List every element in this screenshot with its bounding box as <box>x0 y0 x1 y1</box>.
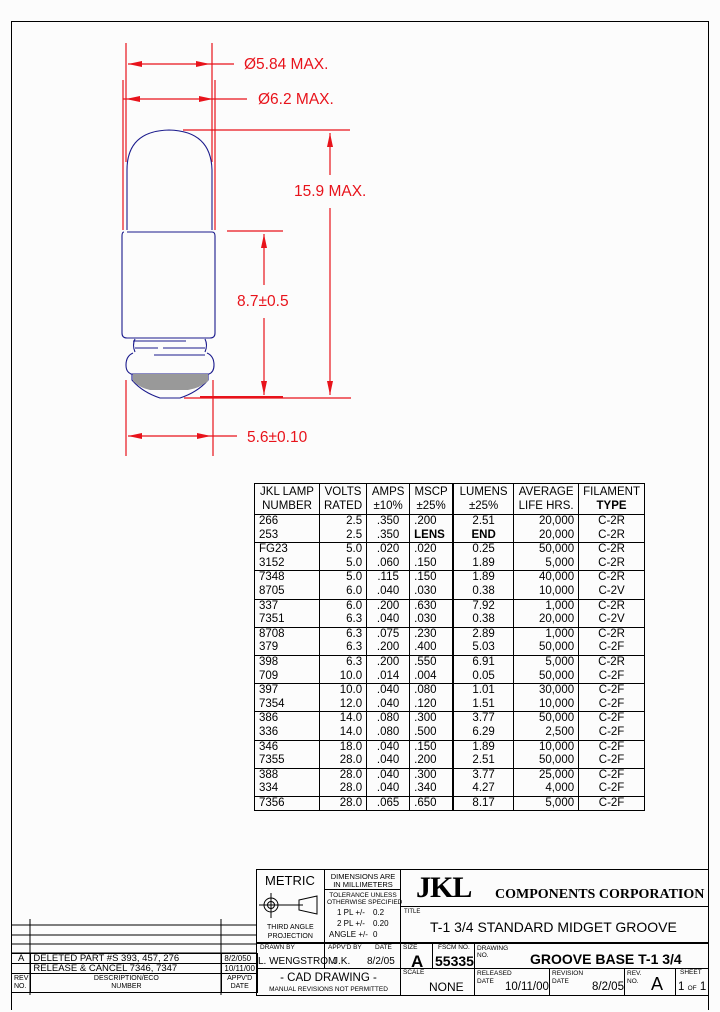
cell-amps: .060 <box>367 557 410 571</box>
cell-lumens: 7.92 <box>453 599 514 613</box>
fscm-value: 55335 <box>435 953 474 969</box>
cell-filament-type: C-2V <box>579 613 645 627</box>
revision-date: 10/11/00 <box>222 964 258 974</box>
cell-mscp: .200 <box>410 754 454 768</box>
cell-lumens: 1.51 <box>453 698 514 712</box>
cell-volts: 10.0 <box>320 670 367 684</box>
cell-mscp: .400 <box>410 641 454 655</box>
cell-life-hours: 10,000 <box>514 740 579 754</box>
dimensions-note-box <box>324 869 401 890</box>
cell-lumens: 5.03 <box>453 641 514 655</box>
released-box <box>474 968 550 996</box>
cell-volts: 5.0 <box>320 571 367 585</box>
cell-lamp-number: 7354 <box>255 698 320 712</box>
manual-revisions-note: MANUAL REVISIONS NOT PERMITTED <box>269 986 388 993</box>
size-box <box>400 942 433 969</box>
cell-amps: .350 <box>367 529 410 543</box>
revision-letter <box>12 964 31 974</box>
cell-mscp: .300 <box>410 712 454 726</box>
cell-volts: 12.0 <box>320 698 367 712</box>
drawn-by-box <box>256 942 337 969</box>
dim-overall-length: 15.9 MAX. <box>294 183 367 200</box>
cell-mscp: .340 <box>410 782 454 796</box>
metric-label: METRIC <box>265 873 315 888</box>
cell-lamp-number: 397 <box>255 684 320 698</box>
cell-life-hours: 50,000 <box>514 543 579 557</box>
tolerance-2pl-label: 2 PL +/- <box>337 919 365 928</box>
revision-date-label: REVISION DATE <box>552 970 584 985</box>
cell-volts: 2.5 <box>320 515 367 529</box>
col-life-hours: AVERAGE LIFE HRS. <box>514 484 579 515</box>
col-volts: VOLTS RATED <box>320 484 367 515</box>
drawing-number: GROOVE BASE T-1 3/4 <box>530 951 682 967</box>
cell-volts: 10.0 <box>320 684 367 698</box>
cell-volts: 28.0 <box>320 754 367 768</box>
cell-volts: 6.3 <box>320 613 367 627</box>
date-header: APPV'D <box>227 975 253 982</box>
cell-amps: .040 <box>367 684 410 698</box>
revision-table <box>11 953 258 993</box>
cell-filament-type: C-2R <box>579 655 645 669</box>
cell-volts: 28.0 <box>320 796 367 811</box>
tolerance-1pl-value: 0.2 <box>373 908 385 917</box>
cell-life-hours: 50,000 <box>514 754 579 768</box>
drawing-number-box <box>474 942 709 969</box>
cell-volts: 18.0 <box>320 740 367 754</box>
cell-life-hours: 10,000 <box>514 585 579 599</box>
date-label: DATE <box>375 944 392 951</box>
cell-amps: .080 <box>367 712 410 726</box>
cell-mscp: .150 <box>410 557 454 571</box>
cell-lamp-number: 334 <box>255 782 320 796</box>
cell-mscp: .550 <box>410 655 454 669</box>
cell-volts: 14.0 <box>320 726 367 740</box>
cell-lamp-number: 8705 <box>255 585 320 599</box>
cell-mscp: .080 <box>410 684 454 698</box>
tolerance-2pl-value: 0.20 <box>373 919 389 928</box>
cell-filament-type: C-2F <box>579 670 645 684</box>
approved-date: 8/2/05 <box>367 956 395 967</box>
cell-mscp: .300 <box>410 768 454 782</box>
cell-life-hours: 50,000 <box>514 641 579 655</box>
cell-filament-type: C-2R <box>579 543 645 557</box>
col-mscp: MSCP ±25% <box>410 484 454 515</box>
cell-volts: 5.0 <box>320 557 367 571</box>
cell-lumens: 0.05 <box>453 670 514 684</box>
cell-amps: .020 <box>367 543 410 557</box>
cell-lumens: 2.51 <box>453 754 514 768</box>
drawn-by: L. WENGSTROM <box>258 956 337 967</box>
size-value: A <box>411 952 424 971</box>
cell-volts: 6.0 <box>320 585 367 599</box>
cell-life-hours: 20,000 <box>514 613 579 627</box>
cell-mscp: .150 <box>410 571 454 585</box>
cell-lamp-number: 386 <box>255 712 320 726</box>
cell-mscp: .630 <box>410 599 454 613</box>
cell-mscp: .030 <box>410 585 454 599</box>
sheet-label: SHEET <box>680 969 702 976</box>
cell-lumens: 8.17 <box>453 796 514 811</box>
cell-amps: .075 <box>367 627 410 641</box>
released-label: RELEASED DATE <box>477 970 512 985</box>
description-header: DESCRIPTION/ECO <box>93 975 159 982</box>
cell-lamp-number: 388 <box>255 768 320 782</box>
cell-mscp: .230 <box>410 627 454 641</box>
cell-filament-type: C-2R <box>579 599 645 613</box>
cell-life-hours: 25,000 <box>514 768 579 782</box>
cell-filament-type: C-2F <box>579 712 645 726</box>
size-label: SIZE <box>403 944 418 951</box>
cell-life-hours: 5,000 <box>514 655 579 669</box>
title-label: TITLE <box>404 909 421 915</box>
cell-mscp: .200 <box>410 515 454 529</box>
tolerance-angle-label: ANGLE +/- <box>329 930 368 939</box>
tolerance-1pl-label: 1 PL +/- <box>337 908 365 917</box>
cell-lumens: 4.27 <box>453 782 514 796</box>
col-lamp-number: JKL LAMP NUMBER <box>255 484 320 515</box>
cell-lumens: 1.01 <box>453 684 514 698</box>
cell-lamp-number: 7351 <box>255 613 320 627</box>
revision-date-box <box>549 968 625 996</box>
cell-amps: .040 <box>367 613 410 627</box>
cell-lamp-number: 336 <box>255 726 320 740</box>
cell-filament-type: C-2R <box>579 557 645 571</box>
fscm-label: FSCM NO. <box>438 944 470 951</box>
dim-flange-diameter: Ø6.2 MAX. <box>258 91 334 108</box>
cell-filament-type: C-2F <box>579 726 645 740</box>
cell-life-hours: 20,000 <box>514 515 579 529</box>
drawing-number-label: DRAWING NO. <box>477 945 509 959</box>
cell-volts: 14.0 <box>320 712 367 726</box>
cell-filament-type: C-2F <box>579 782 645 796</box>
col-amps: AMPS ±10% <box>367 484 410 515</box>
cell-lumens: 2.89 <box>453 627 514 641</box>
projection-label: THIRD ANGLE PROJECTION <box>267 924 314 940</box>
drawn-by-label: DRAWN BY <box>260 944 295 951</box>
cell-mscp: LENS <box>410 529 454 543</box>
cell-lamp-number: 379 <box>255 641 320 655</box>
cell-filament-type: C-2R <box>579 627 645 641</box>
cell-amps: .200 <box>367 599 410 613</box>
revision-description: DELETED PART #S 393, 457, 276 <box>31 954 222 964</box>
col-filament: FILAMENT TYPE <box>579 484 645 515</box>
cell-amps: .080 <box>367 726 410 740</box>
date-header-date: DATE <box>230 983 249 990</box>
cell-filament-type: C-2F <box>579 684 645 698</box>
title-box <box>400 906 709 943</box>
cell-lumens: END <box>453 529 514 543</box>
rev-header-no: NO. <box>14 983 27 990</box>
approved-box <box>324 942 401 969</box>
fscm-box <box>432 942 475 969</box>
cell-amps: .040 <box>367 782 410 796</box>
cell-lamp-number: 8708 <box>255 627 320 641</box>
cell-filament-type: C-2F <box>579 698 645 712</box>
tolerance-angle-value: 0 <box>373 930 378 939</box>
rev-no-box <box>624 968 676 996</box>
cell-volts: 2.5 <box>320 529 367 543</box>
cell-lamp-number: 398 <box>255 655 320 669</box>
cad-note-box <box>256 968 401 996</box>
scale-box <box>400 968 475 996</box>
dim-base-length: 8.7±0.5 <box>237 293 289 310</box>
revision-row <box>12 964 258 974</box>
cell-filament-type: C-2R <box>579 571 645 585</box>
cell-filament-type: C-2R <box>579 515 645 529</box>
cell-lumens: 3.77 <box>453 712 514 726</box>
cell-volts: 28.0 <box>320 768 367 782</box>
cell-life-hours: 5,000 <box>514 557 579 571</box>
cell-lumens: 2.51 <box>453 515 514 529</box>
revision-row <box>12 954 258 964</box>
cell-lamp-number: 7348 <box>255 571 320 585</box>
cell-filament-type: C-2F <box>579 796 645 811</box>
cell-lamp-number: 266 <box>255 515 320 529</box>
scale-value: NONE <box>429 980 464 994</box>
scale-label: SCALE <box>403 969 425 976</box>
drawing-title: T-1 3/4 STANDARD MIDGET GROOVE <box>430 919 677 935</box>
cell-lamp-number: 709 <box>255 670 320 684</box>
released-date: 10/11/00 <box>505 981 549 993</box>
cell-life-hours: 5,000 <box>514 796 579 811</box>
cell-life-hours: 1,000 <box>514 599 579 613</box>
cell-mscp: .120 <box>410 698 454 712</box>
rev-no-value: A <box>651 974 664 994</box>
rev-header: REV <box>14 975 29 982</box>
company-box <box>400 869 709 907</box>
tolerance-box <box>324 889 401 943</box>
description-header-number: NUMBER <box>111 983 142 990</box>
cell-amps: .040 <box>367 585 410 599</box>
cell-life-hours: 50,000 <box>514 712 579 726</box>
dimensions-note: DIMENSIONS ARE IN MILLIMETERS <box>330 872 396 889</box>
cell-life-hours: 20,000 <box>514 529 579 543</box>
cell-life-hours: 40,000 <box>514 571 579 585</box>
cell-lumens: 6.29 <box>453 726 514 740</box>
cell-filament-type: C-2V <box>579 585 645 599</box>
cell-lamp-number: 7355 <box>255 754 320 768</box>
approved-by: J.K. <box>333 956 351 967</box>
cell-life-hours: 1,000 <box>514 627 579 641</box>
cell-lumens: 0.25 <box>453 543 514 557</box>
cell-volts: 6.0 <box>320 599 367 613</box>
cell-lumens: 6.91 <box>453 655 514 669</box>
third-angle-projection-icon <box>259 892 323 920</box>
cell-lamp-number: 3152 <box>255 557 320 571</box>
revision-description: RELEASE & CANCEL 7346, 7347 <box>31 964 222 974</box>
cell-amps: .040 <box>367 768 410 782</box>
cell-mscp: .020 <box>410 543 454 557</box>
revision-letter: A <box>12 954 31 964</box>
revision-date: 8/2/05 <box>592 981 624 993</box>
cell-lamp-number: FG23 <box>255 543 320 557</box>
cell-mscp: .150 <box>410 740 454 754</box>
cell-lumens: 0.38 <box>453 613 514 627</box>
cell-lamp-number: 7356 <box>255 796 320 811</box>
cell-amps: .350 <box>367 515 410 529</box>
cell-volts: 28.0 <box>320 782 367 796</box>
cell-lumens: 1.89 <box>453 740 514 754</box>
cell-lumens: 3.77 <box>453 768 514 782</box>
cell-lumens: 1.89 <box>453 557 514 571</box>
cell-life-hours: 50,000 <box>514 670 579 684</box>
cell-filament-type: C-2R <box>579 529 645 543</box>
cell-life-hours: 2,500 <box>514 726 579 740</box>
cell-volts: 6.3 <box>320 641 367 655</box>
sheet-value: 1 OF 1 <box>678 981 707 993</box>
cell-lamp-number: 346 <box>255 740 320 754</box>
cell-mscp: .004 <box>410 670 454 684</box>
cell-amps: .200 <box>367 655 410 669</box>
revision-header-row <box>12 974 258 993</box>
sheet-box <box>675 968 709 996</box>
cell-mscp: .650 <box>410 796 454 811</box>
cell-amps: .115 <box>367 571 410 585</box>
col-lumens: LUMENS ±25% <box>453 484 514 515</box>
cell-mscp: .500 <box>410 726 454 740</box>
cell-volts: 6.3 <box>320 655 367 669</box>
cell-lamp-number: 253 <box>255 529 320 543</box>
cell-life-hours: 10,000 <box>514 698 579 712</box>
company-logo: JKL <box>416 871 472 904</box>
cell-amps: .065 <box>367 796 410 811</box>
cell-amps: .040 <box>367 740 410 754</box>
cell-amps: .014 <box>367 670 410 684</box>
cell-filament-type: C-2F <box>579 754 645 768</box>
cell-lumens: 0.38 <box>453 585 514 599</box>
cell-life-hours: 30,000 <box>514 684 579 698</box>
dim-bulb-diameter: Ø5.84 MAX. <box>244 56 329 73</box>
cell-volts: 6.3 <box>320 627 367 641</box>
cell-life-hours: 4,000 <box>514 782 579 796</box>
revision-date: 8/2/050 <box>222 954 258 964</box>
dim-base-diameter: 5.6±0.10 <box>247 429 308 446</box>
rev-no-label: REV. NO. <box>627 970 642 985</box>
company-name: COMPONENTS CORPORATION <box>495 887 705 902</box>
cell-lumens: 1.89 <box>453 571 514 585</box>
cell-amps: .040 <box>367 698 410 712</box>
cell-mscp: .030 <box>410 613 454 627</box>
tolerance-note: TOLERANCE UNLESS OTHERWISE SPECIFIED <box>327 892 403 906</box>
cell-filament-type: C-2F <box>579 641 645 655</box>
cad-drawing-note: - CAD DRAWING - <box>280 972 377 984</box>
cell-filament-type: C-2F <box>579 768 645 782</box>
cell-filament-type: C-2F <box>579 740 645 754</box>
cell-lamp-number: 337 <box>255 599 320 613</box>
metric-box <box>256 869 325 943</box>
cell-amps: .040 <box>367 754 410 768</box>
cell-amps: .200 <box>367 641 410 655</box>
approved-by-label: APPV'D BY <box>328 944 362 951</box>
cell-volts: 5.0 <box>320 543 367 557</box>
